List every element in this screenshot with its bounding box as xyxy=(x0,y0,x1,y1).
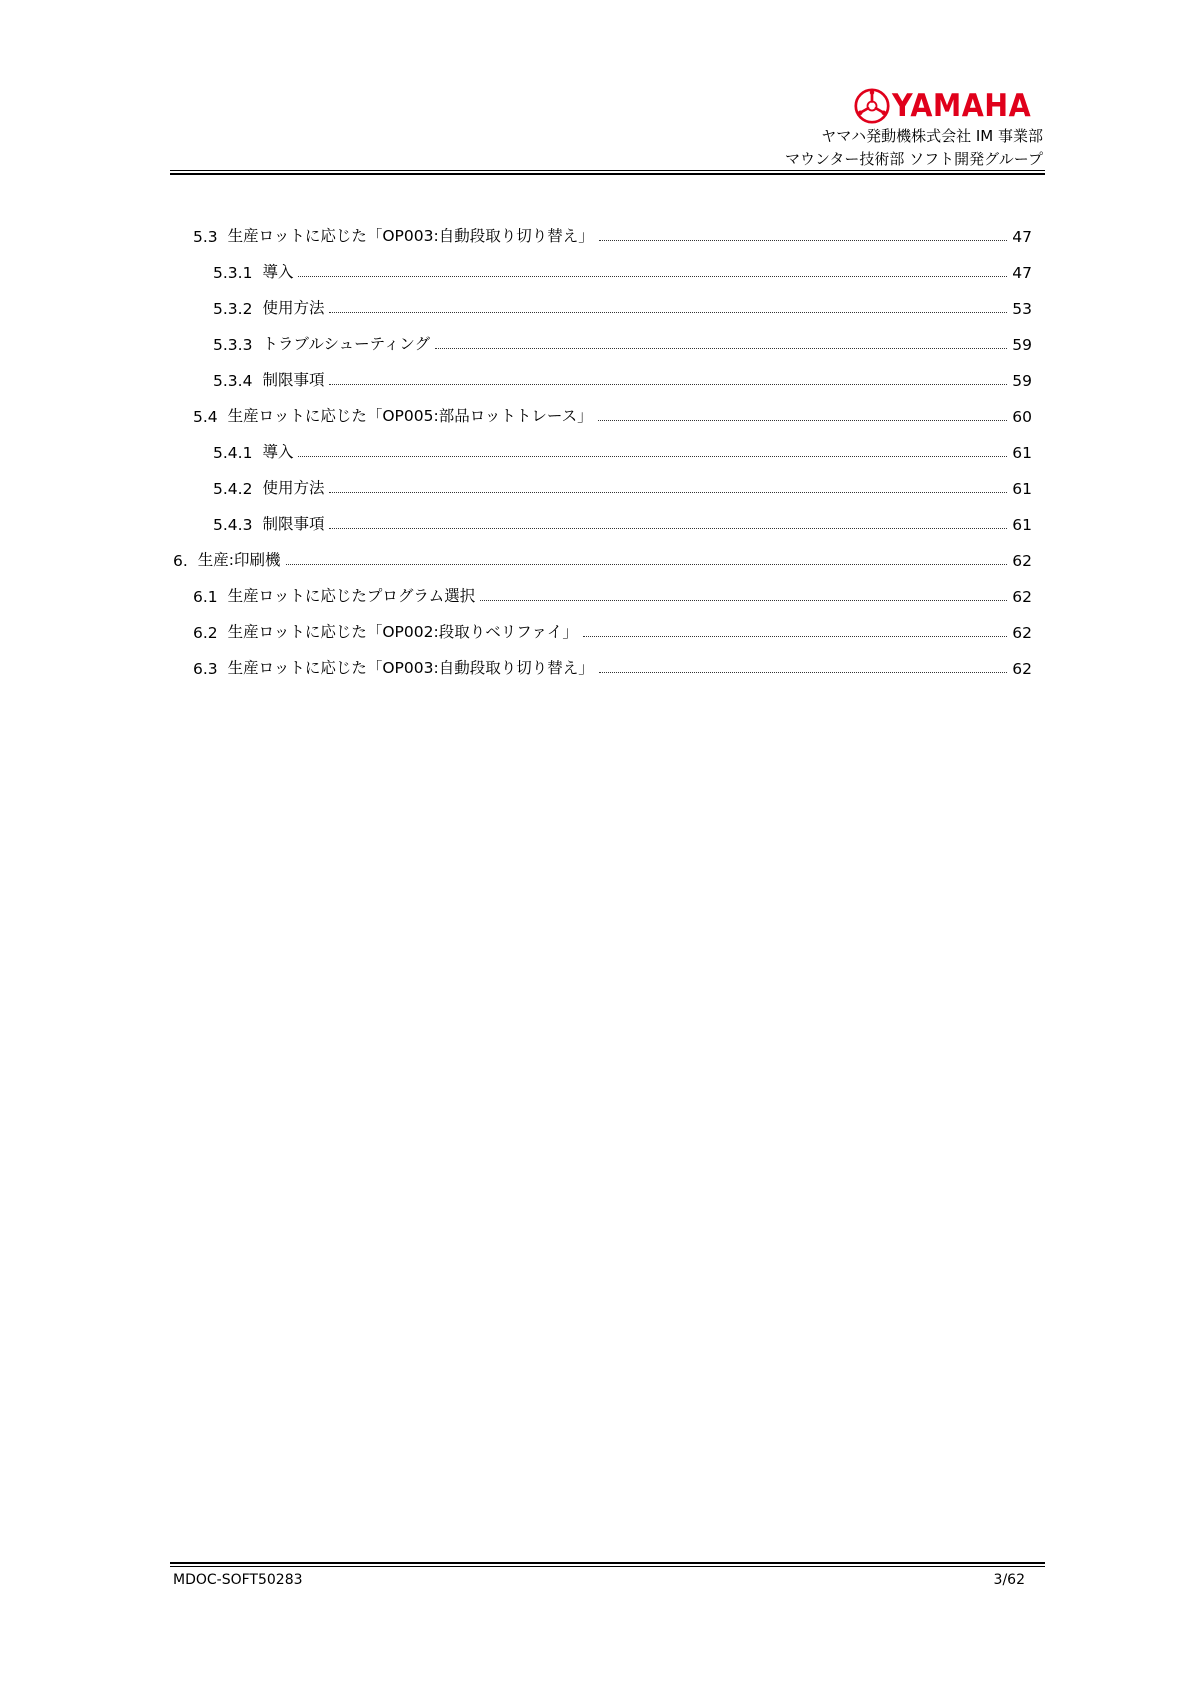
toc-entry-page: 61 xyxy=(1012,516,1032,534)
toc-leader-dots xyxy=(329,492,1007,493)
toc-entry[interactable] xyxy=(173,390,1032,426)
toc-entry-title: 生産ロットに応じた「OP003:自動段取り切り替え」 xyxy=(227,227,594,245)
toc-entry-page: 61 xyxy=(1012,444,1032,462)
toc-leader-dots xyxy=(329,312,1007,313)
toc-entry-page: 47 xyxy=(1012,228,1032,246)
toc-entry-title: 生産ロットに応じた「OP005:部品ロットトレース」 xyxy=(227,407,593,425)
toc-entry[interactable] xyxy=(173,498,1032,534)
tuning-fork-emblem-icon xyxy=(854,88,890,124)
toc-entry-number: 5.4 xyxy=(193,408,218,426)
yamaha-logo xyxy=(854,86,1043,126)
toc-entry[interactable] xyxy=(173,642,1032,678)
logo-wordmark: YAMAHA xyxy=(891,88,1031,124)
toc-entry[interactable] xyxy=(173,318,1032,354)
toc-leader-dots xyxy=(435,348,1007,349)
toc-entry-page: 47 xyxy=(1012,264,1032,282)
toc-entry-number: 5.4.2 xyxy=(213,480,253,498)
company-info xyxy=(785,125,1043,171)
toc-entry-number: 5.3.3 xyxy=(213,336,253,354)
toc-leader-dots xyxy=(480,600,1007,601)
toc-entry[interactable] xyxy=(173,462,1032,498)
toc-leader-dots xyxy=(599,240,1008,241)
toc-leader-dots xyxy=(329,384,1007,385)
toc-entry[interactable] xyxy=(173,354,1032,390)
toc-entry-number: 5.4.3 xyxy=(213,516,253,534)
toc-leader-dots xyxy=(583,636,1007,637)
toc-entry-title: 生産ロットに応じた「OP003:自動段取り切り替え」 xyxy=(227,659,594,677)
toc-entry-page: 62 xyxy=(1012,552,1032,570)
toc-entry-number: 6.2 xyxy=(193,624,218,642)
toc-entry-title: 導入 xyxy=(262,263,294,281)
toc-entry-page: 53 xyxy=(1012,300,1032,318)
toc-leader-dots xyxy=(598,420,1008,421)
toc-entry[interactable] xyxy=(173,570,1032,606)
toc-entry-number: 6.3 xyxy=(193,660,218,678)
toc-entry-title: トラブルシューティング xyxy=(262,335,431,353)
toc-entry-title: 使用方法 xyxy=(262,479,325,497)
toc-entry[interactable] xyxy=(173,606,1032,642)
footer-divider xyxy=(170,1562,1045,1567)
toc-entry-page: 59 xyxy=(1012,336,1032,354)
toc-entry[interactable] xyxy=(173,426,1032,462)
toc-entry-number: 6. xyxy=(173,552,188,570)
company-line-2: マウンター技術部 ソフト開発グループ xyxy=(785,150,1043,168)
toc-entry[interactable] xyxy=(173,534,1032,570)
company-line-1: ヤマハ発動機株式会社 IM 事業部 xyxy=(821,127,1043,145)
toc-leader-dots xyxy=(329,528,1007,529)
toc-entry-title: 生産:印刷機 xyxy=(197,551,281,569)
toc-leader-dots xyxy=(286,564,1008,565)
toc-entry[interactable] xyxy=(173,210,1032,246)
toc-entry-number: 5.3.1 xyxy=(213,264,253,282)
toc-entry-title: 生産ロットに応じたプログラム選択 xyxy=(227,587,476,605)
page-indicator: 3/62 xyxy=(993,1572,1025,1588)
document-id: MDOC-SOFT50283 xyxy=(173,1572,303,1588)
toc-entry-page: 60 xyxy=(1012,408,1032,426)
toc-entry-title: 制限事項 xyxy=(262,515,325,533)
table-of-contents xyxy=(173,210,1032,678)
toc-leader-dots xyxy=(298,456,1007,457)
toc-entry-page: 62 xyxy=(1012,624,1032,642)
toc-entry-number: 5.3.4 xyxy=(213,372,253,390)
toc-leader-dots xyxy=(599,672,1008,673)
toc-leader-dots xyxy=(298,276,1007,277)
toc-entry-page: 62 xyxy=(1012,588,1032,606)
toc-entry-title: 生産ロットに応じた「OP002:段取りベリファイ」 xyxy=(227,623,578,641)
toc-entry-page: 62 xyxy=(1012,660,1032,678)
toc-entry-title: 導入 xyxy=(262,443,294,461)
header-divider xyxy=(170,170,1045,175)
toc-entry-page: 59 xyxy=(1012,372,1032,390)
toc-entry-title: 制限事項 xyxy=(262,371,325,389)
toc-entry-number: 6.1 xyxy=(193,588,218,606)
toc-entry-title: 使用方法 xyxy=(262,299,325,317)
toc-entry-number: 5.4.1 xyxy=(213,444,253,462)
toc-entry-number: 5.3.2 xyxy=(213,300,253,318)
toc-entry[interactable] xyxy=(173,282,1032,318)
toc-entry[interactable] xyxy=(173,246,1032,282)
toc-entry-page: 61 xyxy=(1012,480,1032,498)
toc-entry-number: 5.3 xyxy=(193,228,218,246)
